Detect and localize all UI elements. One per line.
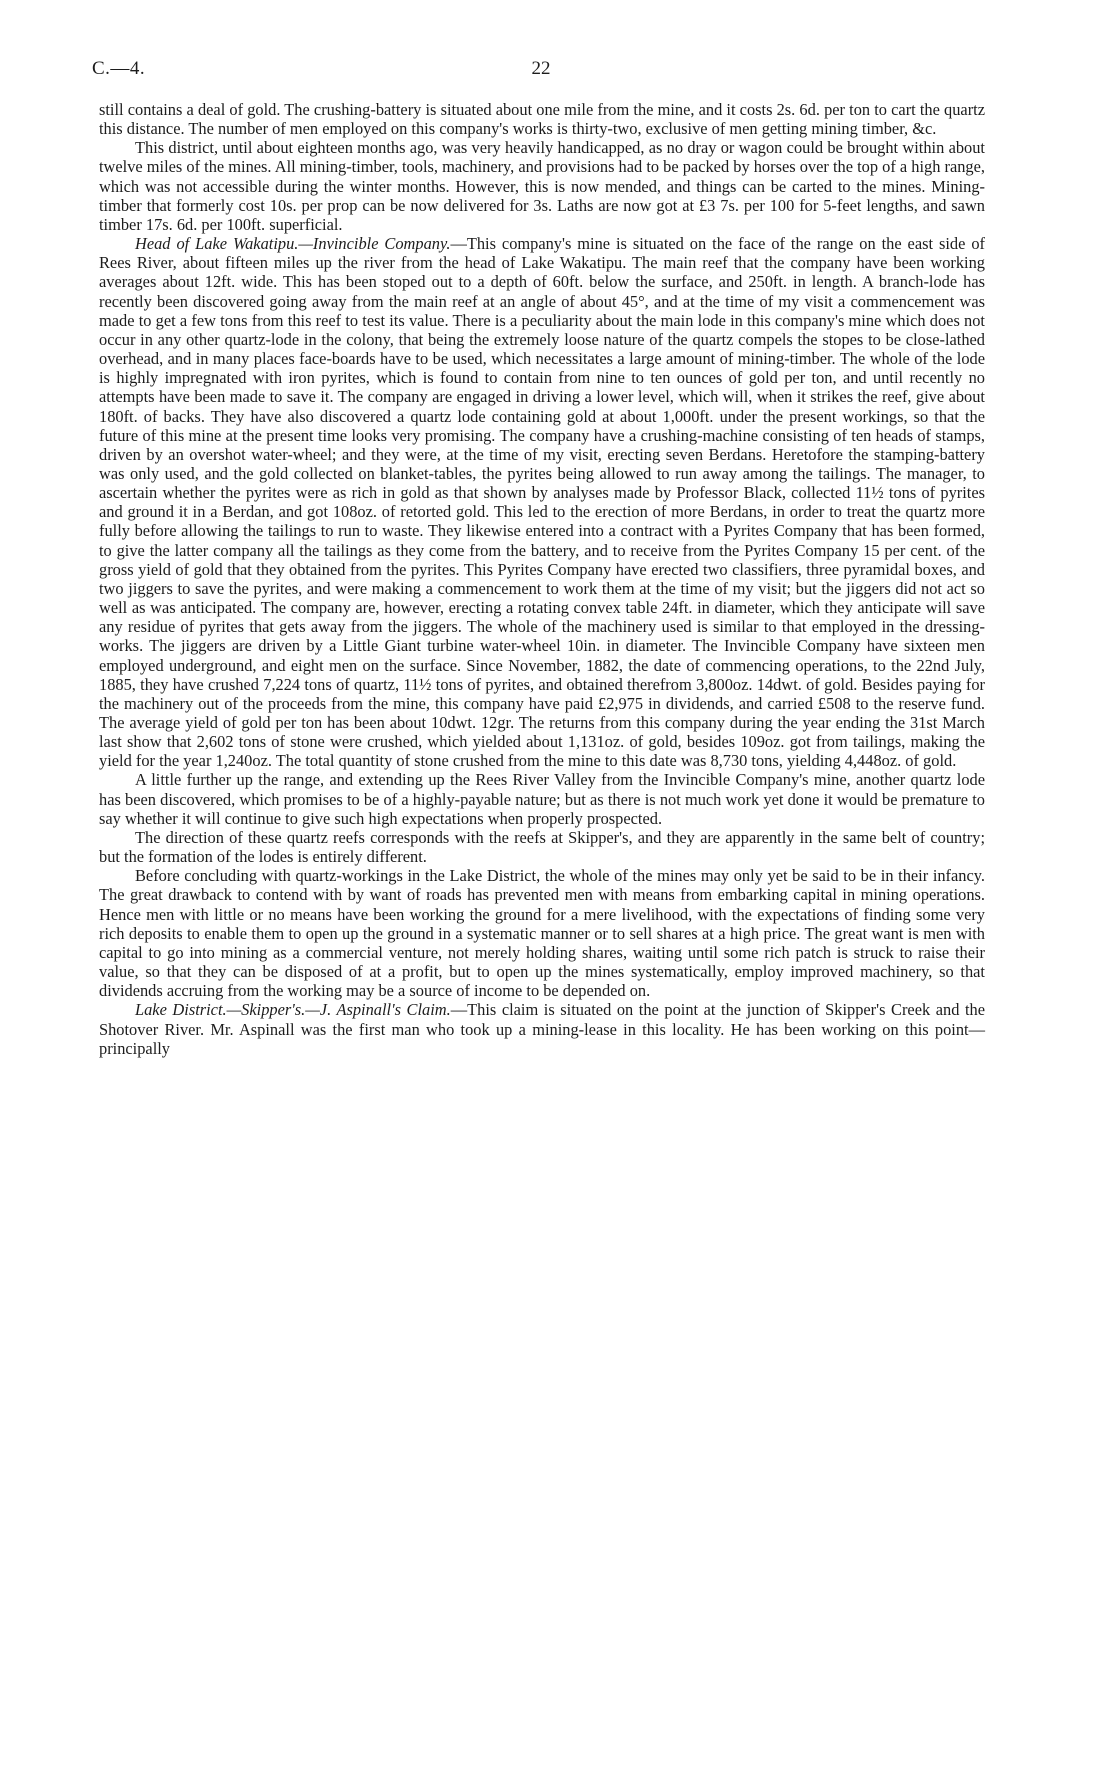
paragraph-text: —This company's mine is situated on the face of the range on the east side of Rees River, about fifteen miles up the river from the head of Lake Wakatipu. The main reef that the company have been working averages about 12ft. wide. This has been stoped out to a depth of 60ft. below the surface, and 250ft. in length. A branch-lode has recently been discovered going away from the main reef at an angle of about 45°, and at the time of my visit a commencement was made to get a few tons from this reef to test its value. There is a peculiarity about the main lode in this company's mine which does not occur in any other quartz-lode in the colony, that being the extremely loose nature of the quartz compels the stopes to be close-lathed overhead, and in many places face-boards have to be used, which necessitates a large amount of mining-timber. The whole of the lode is highly impregnated with iron pyrites, which is found to contain from nine to ten ounces of gold per ton, and until recently no attempts have been made to save it. The company are engaged in driving a lower level, which will, when it strikes the reef, give about 180ft. of backs. They have also discovered a quartz lode containing gold at about 1,000ft. under the present workings, so that the future of this mine at the present time looks very promising. The company have a crushing-machine consisting of ten heads of stamps, driven by an overshot water-wheel; and they were, at the time of my visit, erecting seven Berdans. Heretofore the stamping-battery was only used, and the gold collected on blanket-tables, the pyrites being allowed to run away among the tailings. The manager, to ascertain whether the pyrites were as rich in gold as that shown by analyses made by Professor Black, collected 11½ tons of pyrites and ground it in a Berdan, and got 108oz. of retorted gold. This led to the erection of more Berdans, in order to treat the quartz more fully before allowing the tailings to run to waste. They likewise entered into a contract with a Pyrites Company that has been formed, to give the latter company all the tailings as they come from the battery, and to receive from the Pyrites Company 15 per cent. of the gross yield of gold that they obtained from the pyrites. This Pyrites Company have erected two classifiers, three pyramidal boxes, and two jiggers to save the pyrites, and were making a commencement to work them at the time of my visit; but the jiggers did not act so well as was anticipated. The company are, however, erecting a rotating convex table 24ft. in diameter, which they anticipate will save any residue of pyrites that gets away from the jiggers. The whole of the machinery used is similar to that employed in the dressing-works. The jiggers are driven by a Little Giant turbine water-wheel 10in. in diameter. The Invincible Company have sixteen men employed underground, and eight men on the surface. Since November, 1882, the date of commencing operations, to the 22nd July, 1885, they have crushed 7,224 tons of quartz, 11½ tons of pyrites, and obtained therefrom 3,800oz. 14dwt. of gold. Besides paying for the machinery out of the proceeds from the mine, this company have paid £2,975 in dividends, and carried £508 to the reserve fund. The average yield of gold per ton has been about 10dwt. 12gr. The returns from this company during the year ending the 31st March last show that 2,602 tons of stone were crushed, which yielded about 1,131oz. of gold, besides 109oz. got from tailings, making the yield for the year 1,240oz. The total quantity of stone crushed from the mine to this date was 8,730 tons, yielding 4,448oz. of gold.	[99, 234, 985, 771]
paragraph-text: still contains a deal of gold. The crushing-battery is situated about one mile from the mine, and it costs 2s. 6d. per ton to cart the quartz this distance. The number of men employed on this company's works is thirty-two, exclusive of men getting mining timber, &c.	[99, 100, 985, 139]
paragraph	[99, 866, 985, 1000]
paragraph	[99, 138, 985, 234]
paragraph-text: The direction of these quartz reefs corresponds with the reefs at Skipper's, and they are apparently in the same belt of country; but the formation of the lodes is entirely different.	[99, 827, 985, 867]
paragraph	[99, 1000, 985, 1057]
paragraph	[99, 828, 985, 866]
document-reference: C.—4.	[92, 58, 146, 79]
page-number: 22	[531, 58, 551, 79]
paragraph-text: This district, until about eighteen months ago, was very heavily handicapped, as no dray or wagon could be brought within about twelve miles of the mines. All mining-timber, tools, machinery, and provisions had to be packed by horses over the top of a high range, which was not accessible during the winter months. However, this is now mended, and things can be carted to the mines. Mining-timber that formerly cost 10s. per prop can be now delivered for 3s. Laths are now got at £3 7s. per 100 for 5-feet lengths, and sawn timber 17s. 6d. per 100ft. superficial.	[99, 138, 985, 234]
paragraph	[99, 770, 985, 827]
section-heading: Head of Lake Wakatipu.—Invincible Company.	[135, 234, 451, 254]
paragraph	[99, 234, 985, 770]
paragraph-text: A little further up the range, and extending up the Rees River Valley from the Invincible Company's mine, another quartz lode has been discovered, which promises to be of a highly-payable nature; but as there is not much work yet done it would be premature to say whether it will continue to give such high expectations when properly prospected.	[99, 770, 985, 828]
paragraph	[99, 100, 985, 138]
body-text	[99, 100, 985, 1058]
page-header	[92, 58, 990, 88]
paragraph-text: —This claim is situated on the point at the junction of Skipper's Creek and the Shotover River. Mr. Aspinall was the first man who took up a mining-lease in this locality. He has been working on this point—principally	[99, 1000, 985, 1058]
paragraph-text: Before concluding with quartz-workings in the Lake District, the whole of the mines may only yet be said to be in their infancy. The great drawback to contend with by want of roads has prevented men with means from embarking capital in mining operations. Hence men with little or no means have been working the ground for a mere livelihood, with the expectations of finding some very rich deposits to enable them to open up the ground in a systematic manner or to sell shares at a high price. The great want is men with capital to go into mining as a commercial venture, not merely holding shares, waiting until some rich patch is struck to raise their value, so that they can be disposed of at a profit, but to open up the mines systematically, employ improved machinery, so that dividends accruing from the working may be a source of income to be depended on.	[99, 866, 985, 1001]
section-heading: Lake District.—Skipper's.—J. Aspinall's Claim.	[135, 1000, 451, 1020]
